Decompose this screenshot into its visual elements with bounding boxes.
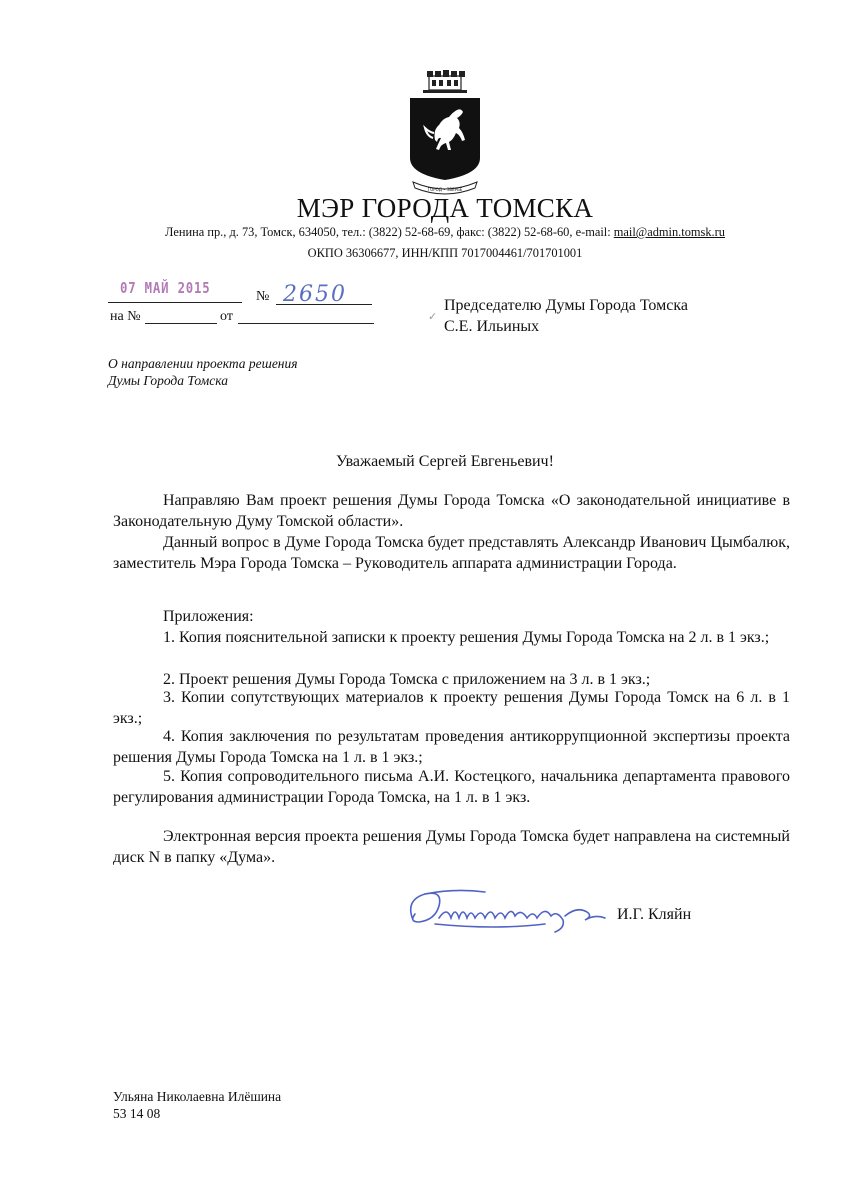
closing-paragraph: Электронная версия проекта решения Думы Города Томска будет направлена на системный диск N в папку «Дума». (113, 828, 790, 866)
tick-mark-icon: ✓ (428, 311, 438, 323)
handwritten-number: 2650 (283, 282, 347, 307)
attachment-item-3: 3. Копии сопутствующих материалов к проекту решения Думы Города Томск на 6 л. в 1 экз.; (113, 689, 790, 727)
letterhead-title: МЭР ГОРОДА ТОМСКА (296, 193, 594, 223)
body-paragraph-1: Направляю Вам проект решения Думы Города Томска «О законодательной инициативе в Законодательную Думу Томской области». (113, 492, 790, 530)
recipient-line1: Председателю Думы Города Томска (444, 297, 688, 314)
signatory-name: И.Г. Кляйн (617, 906, 692, 923)
recipient (444, 295, 688, 337)
letterhead-okpo: ОКПО 36306677, ИНН/КПП 7017004461/701701001 (307, 246, 583, 260)
address-text: Ленина пр., д. 73, Томск, 634050, тел.: (3822) 52-68-69, факс: (3822) 52-68-60, e-mail: (165, 225, 614, 239)
executor-name: Ульяна Николаевна Илёшина (113, 1089, 282, 1104)
from-label: от (220, 309, 233, 324)
executor-info (113, 1088, 281, 1122)
coat-of-arms-icon (405, 70, 485, 195)
date-stamp: 07 МАЙ 2015 (120, 279, 211, 297)
email-link[interactable]: mail@admin.tomsk.ru (613, 225, 725, 239)
executor-phone: 53 14 08 (113, 1106, 161, 1121)
date-underline (108, 302, 242, 303)
recipient-line2: С.Е. Ильиных (444, 318, 540, 335)
attachment-item-5: 5. Копия сопроводительного письма А.И. Костецкого, начальника департамента правового регулирования администрации Города Томска, на 1 л. в 1 экз. (113, 768, 790, 806)
signature-image (395, 880, 615, 940)
body-paragraph-2: Данный вопрос в Думе Города Томска будет представлять Александр Иванович Цымбалюк, заместитель Мэра Города Томска – Руководитель аппарата администрации Города. (113, 534, 790, 572)
subject (108, 355, 298, 389)
number-label: № (256, 289, 270, 304)
greeting: Уважаемый Сергей Евгеньевич! (336, 453, 554, 470)
ref-label: на № (110, 309, 141, 324)
attachments-label: Приложения: (163, 608, 254, 625)
svg-text:ГОРОД • ЗВЕРЬЕ: ГОРОД • ЗВЕРЬЕ (427, 187, 463, 192)
attachment-item-4: 4. Копия заключения по результатам проведения антикоррупционной экспертизы проекта решения Думы Города Томска на 1 л. в 1 экз.; (113, 728, 790, 766)
subject-line1: О направлении проекта решения (108, 356, 298, 371)
ref-underline (145, 323, 217, 324)
subject-line2: Думы Города Томска (108, 373, 228, 388)
from-underline (238, 323, 374, 324)
attachment-item-1: 1. Копия пояснительной записки к проекту решения Думы Города Томска на 2 л. в 1 экз.; (163, 629, 770, 646)
letterhead-address (0, 225, 850, 240)
attachment-item-2: 2. Проект решения Думы Города Томска с приложением на 3 л. в 1 экз.; (163, 671, 651, 688)
